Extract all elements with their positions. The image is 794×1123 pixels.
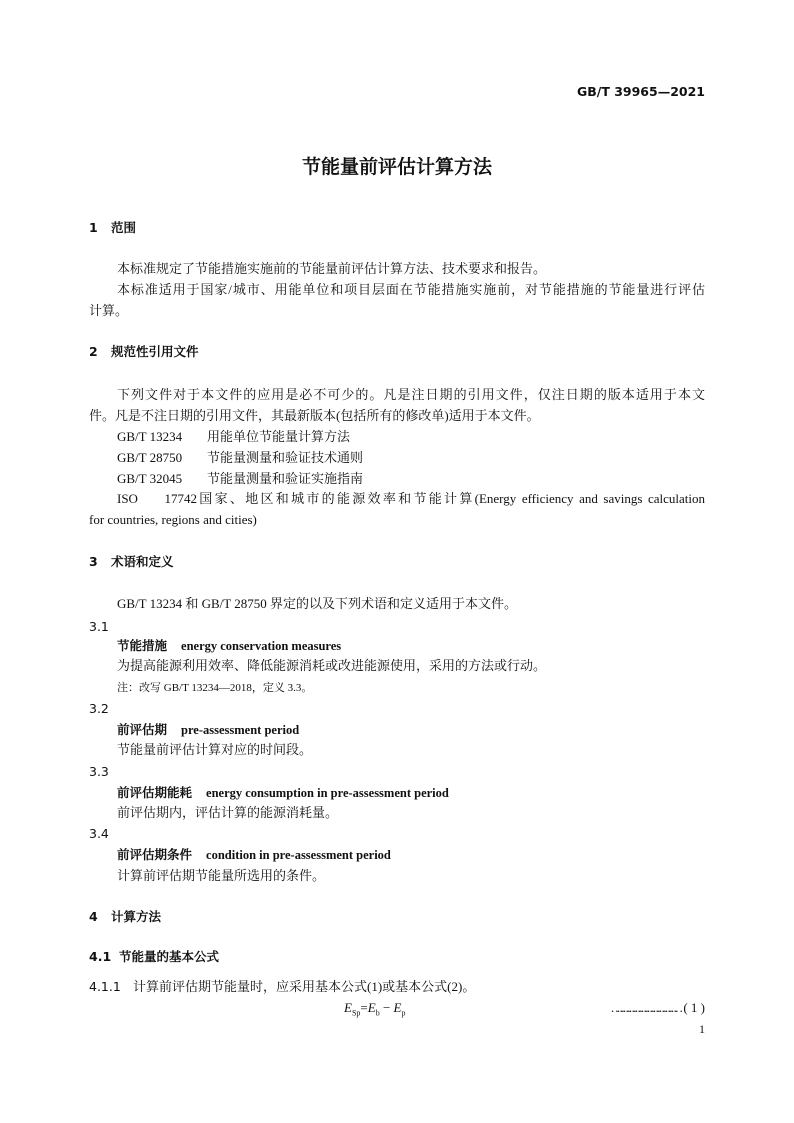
clause-number: 4.1.1 [89,979,121,994]
paragraph: 下列文件对于本文件的应用是必不可少的。凡是注日期的引用文件，仅注日期的版本适用于本文 [117,387,705,402]
term-english: condition in pre-assessment period [206,848,391,862]
section-1-heading [89,220,136,236]
term-chinese: 节能措施 [117,638,168,653]
section-number: 3 [89,554,98,569]
reference-code: GB/T 28750 [117,450,183,465]
reference-item [117,429,350,445]
clause-4-1-1 [89,979,475,995]
term-definition: 节能量前评估计算对应的时间段。 [117,742,313,757]
section-number: 2 [89,344,98,359]
term-definition: 计算前评估期节能量所选用的条件。 [117,868,326,883]
formula-operator: − [382,1000,391,1015]
reference-item [117,450,363,466]
section-4-heading [89,909,161,925]
term-number: 3.3 [89,764,109,779]
section-title: 规范性引用文件 [111,344,199,359]
reference-item [117,491,705,507]
reference-title: 国家、地区和城市的能源效率和节能计算(Energy efficiency and savings calculation [197,491,705,506]
page-title: 节能量前评估计算方法 [301,156,492,178]
term-note: 注：改写 GB/T 13234—2018，定义 3.3。 [117,682,313,694]
paragraph: 本标准规定了节能措施实施前的节能量前评估计算方法、技术要求和报告。 [117,261,547,276]
term-number: 3.4 [89,826,109,841]
formula-operator: = [360,1000,368,1015]
document-number: GB/T 39965—2021 [576,84,705,99]
term-chinese: 前评估期条件 [117,847,193,862]
section-title: 计算方法 [111,909,162,924]
term-english: energy consumption in pre-assessment period [206,786,449,800]
formula-1 [344,1000,406,1018]
formula-subscript: Sp [351,1008,361,1018]
paragraph: 本标准适用于国家/城市、用能单位和项目层面在节能措施实施前，对节能措施的节能量进行评估 [117,282,705,297]
reference-title: 节能量测量和验证技术通则 [207,450,364,465]
section-title: 术语和定义 [111,554,174,569]
formula-subscript: p [401,1008,406,1018]
equation-leader-dots: …………………………… [610,1000,677,1015]
paragraph: 件。凡是不注日期的引用文件，其最新版本(包括所有的修改单)适用于本文件。 [89,408,540,423]
term-chinese: 前评估期 [117,722,168,737]
term-heading [117,847,391,863]
reference-title: 用能单位节能量计算方法 [207,429,351,444]
section-3-heading [89,554,174,570]
section-number: 4.1 [89,949,112,964]
section-number: 1 [89,220,98,235]
formula-subscript: b [375,1008,380,1018]
subsection-4-1-heading [89,949,219,965]
equation-label: ( 1 ) [683,1000,705,1015]
term-english: energy conservation measures [181,639,342,653]
term-number: 3.2 [89,701,109,716]
reference-title-continued: for countries, regions and cities) [89,512,257,527]
equation-number [610,1000,705,1016]
term-number: 3.1 [89,619,109,634]
reference-code: GB/T 13234 [117,429,183,444]
term-definition: 为提高能源利用效率、降低能源消耗或改进能源使用，采用的方法或行动。 [117,658,547,673]
page-number: 1 [699,1022,705,1036]
reference-code: ISO 17742 [117,491,197,506]
term-heading [117,785,449,801]
section-2-heading [89,344,199,360]
term-chinese: 前评估期能耗 [117,785,193,800]
section-title: 节能量的基本公式 [119,949,220,964]
term-heading [117,638,341,654]
section-number: 4 [89,909,98,924]
paragraph: 计算。 [89,303,129,318]
reference-item [117,471,363,487]
reference-code: GB/T 32045 [117,471,183,486]
reference-title: 节能量测量和验证实施指南 [207,471,364,486]
term-heading [117,722,299,738]
formula-var: E [393,1000,402,1015]
term-english: pre-assessment period [181,723,300,737]
formula-var: E [344,1000,352,1015]
clause-text: 计算前评估期节能量时，应采用基本公式(1)或基本公式(2)。 [133,979,476,994]
section-title: 范围 [111,220,137,235]
paragraph: GB/T 13234 和 GB/T 28750 界定的以及下列术语和定义适用于本文件。 [117,596,518,611]
formula-var: E [367,1000,376,1015]
term-definition: 前评估期内，评估计算的能源消耗量。 [117,805,339,820]
